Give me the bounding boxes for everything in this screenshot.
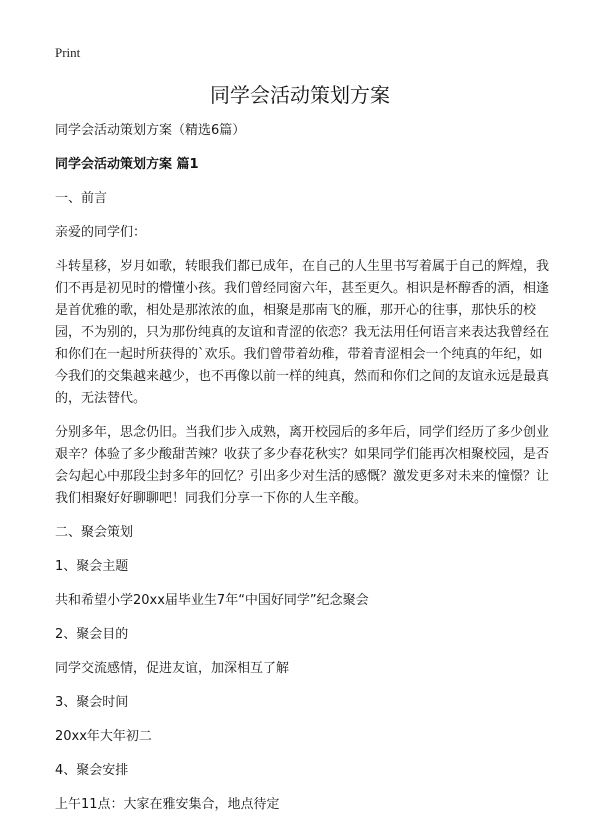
schedule-heading: 4、聚会安排 bbox=[55, 763, 129, 778]
intro-text: 同学会活动策划方案（精选6篇） bbox=[55, 123, 246, 138]
document-body bbox=[55, 120, 555, 828]
paragraph-1: 斗转星移，岁月如歌，转眼我们都已成年，在自己的人生里书写着属于自己的辉煌，我们不再是初见时的懵懂小孩。我们曾经同窗六年，甚至更久。相识是杯醇香的酒，相逢是首优雅的歌，相处是那浓浓的血，相聚是那南飞的雁，那开心的往事，那快乐的校园，不为别的，只为那份纯真的友谊和青涩的依恋？我无法用任何语言来表达我曾经在和你们在一起时所获得的`欢乐。我们曾带着幼稚，带着青涩相会一个纯真的年纪，如今我们的交集越来越少，也不再像以前一样的纯真，然而和你们之间的友谊永远是最真的，无法替代。 bbox=[55, 259, 550, 406]
section-heading-preface: 一、前言 bbox=[55, 191, 108, 206]
paragraph-2: 分别多年，思念仍旧。当我们步入成熟，离开校园后的多年后，同学们经历了多少创业艰辛？体验了多少酸甜苦辣？收获了多少春花秋实？如果同学们能再次相聚校园，是否会勾起心中那段尘封多年的回忆？引出多少对生活的感慨？激发更多对未来的憧憬？让我们相聚好好聊聊吧！同我们分享一下你的人生辛酸。 bbox=[55, 425, 550, 506]
schedule-text: 上午11点：大家在雅安集合，地点待定 bbox=[55, 797, 280, 812]
page-title: 同学会活动策划方案 bbox=[210, 83, 390, 107]
time-heading: 3、聚会时间 bbox=[55, 695, 129, 710]
article-title: 同学会活动策划方案 篇1 bbox=[55, 157, 199, 172]
purpose-text: 同学交流感情，促进友谊，加深相互了解 bbox=[55, 661, 290, 676]
print-link[interactable]: Print bbox=[55, 45, 81, 60]
purpose-heading: 2、聚会目的 bbox=[55, 627, 129, 642]
time-text: 20xx年大年初二 bbox=[55, 729, 152, 744]
theme-heading: 1、聚会主题 bbox=[55, 559, 129, 574]
theme-text: 共和希望小学20xx届毕业生7年“中国好同学”纪念聚会 bbox=[55, 593, 369, 608]
greeting-text: 亲爱的同学们： bbox=[55, 225, 147, 240]
section-heading-plan: 二、聚会策划 bbox=[55, 525, 134, 540]
